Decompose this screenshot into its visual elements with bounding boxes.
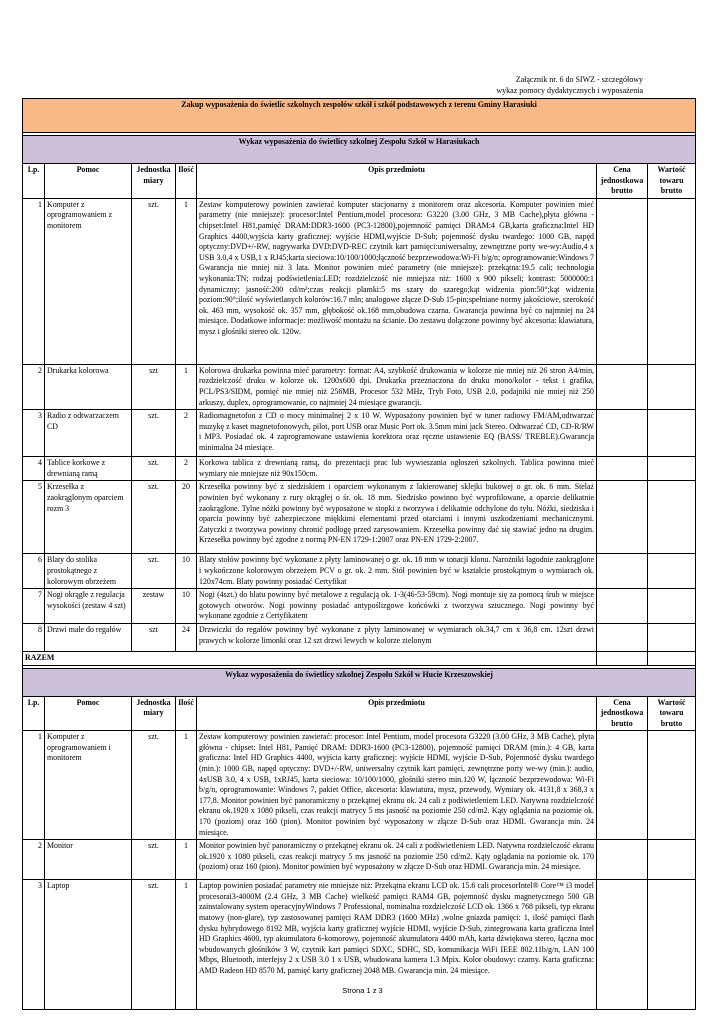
cell-value (648, 481, 696, 554)
total-value (648, 651, 696, 665)
cell-lp: 2 (23, 364, 45, 409)
cell-lp: 2 (23, 840, 45, 880)
cell-qty: 1 (176, 364, 197, 409)
cell-lp: 4 (23, 457, 45, 481)
header-qty: Ilość (176, 696, 197, 731)
equipment-table (22, 98, 696, 1010)
cell-lp: 7 (23, 589, 45, 624)
header-value: Wartość towaru brutto (648, 164, 696, 199)
header-item: Pomoc (45, 696, 132, 731)
cell-item: Radio z odtwarzaczem CD (45, 410, 132, 457)
table-row (23, 589, 696, 624)
cell-price (597, 589, 648, 624)
table-row (23, 623, 696, 651)
cell-qty: 1 (176, 731, 197, 840)
header-value: Wartość towaru brutto (648, 696, 696, 731)
cell-lp: 3 (23, 410, 45, 457)
annex-line-1: Załącznik nr. 6 do SIWZ - szczegółowy (515, 75, 643, 84)
header-unit: Jednostka miary (132, 696, 176, 731)
cell-value (648, 731, 696, 840)
cell-qty: 20 (176, 481, 197, 554)
cell-value (648, 589, 696, 624)
main-title-row (23, 99, 696, 133)
cell-qty: 2 (176, 410, 197, 457)
cell-qty: 10 (176, 589, 197, 624)
header-item: Pomoc (45, 164, 132, 199)
cell-item: Laptop (45, 880, 132, 1010)
cell-item: Krzesełka z zaokrąglonym oparciem rozm 3 (45, 481, 132, 554)
cell-qty: 10 (176, 554, 197, 589)
cell-value (648, 623, 696, 651)
cell-qty: 2 (176, 457, 197, 481)
total-price (597, 651, 648, 665)
cell-item: Blaty do stolika prostokątnego z kolorowym obrzeżem (45, 554, 132, 589)
table-row (23, 481, 696, 554)
page-footer: Strona 1 z 3 (342, 986, 383, 995)
cell-price (597, 731, 648, 840)
cell-desc: Drzwiczki do regałów powinny być wykonane z płyty laminowanej w wymiarach ok.34,7 cm x 36,8 cm. 12szt drzwi prawych w kolorze limonki oraz 12 szt drzwi lewych w kolorze zielonym (197, 623, 597, 651)
cell-price (597, 554, 648, 589)
cell-unit: zestaw (132, 589, 176, 624)
cell-desc: Krzesełka powinny być z siedziskiem i oparciem wykonanym z lakierowanej sklejki bukowej o gr. ok. 6 mm. Stelaż powinien być wykonany z rury okrągłej o śr. ok. 18 mm. Siedzisko powinno być wyprofilowane, a oparcie delikatnie zaokrąglone. Tylne nóżki powinny być wyposażone w stopki z tworzywa i delikatnie odchylone do tyłu. Nóżki, siedziska i oparcia powinny być zabezpieczone miękkimi elementami przed otarciami i innymi uszkodzeniami mechanicznymi. Zatyczki z tworzywa powinny chronić podłogę przed zarysowaniem. Krzesełka powinny dać się stawiać jedno na drugim. Krzesełka powinny być zgodne z normą PN-EN 1729-1:2007 oraz PN-EN 1729-2:2007. (197, 481, 597, 554)
cell-price (597, 623, 648, 651)
total-label: RAZEM (23, 651, 597, 665)
cell-price (597, 457, 648, 481)
cell-desc: Zestaw komputerowy powinien zawierać komputer stacjonarny z monitorem oraz akcesoria. Komputer powinien mieć parametry (nie mniejsze): procesor:Intel Pentium,model procesora: G3220 (3.00 GHz, 3 MB Cache),płyta główna - chipset:Intel H81,pamięć DRAM:DDR3-1600 (PC3-12800),pojemność pamięci DRAM:4 GB,karta graficzna:Intel HD Graphics 4400,wyjścia karty graficznej: wyjście HDMI,wyjście D-Sub; pojemność dysku twardego: 1000 GB, napęd optyczny:DVD+/-RW, nagrywarka DVD:DVD-REC czytnik kart pamięci:uniwersalny, zewnętrzne porty we-wy:Audio,4 x USB 3.0,4 x USB,1 x RJ45;karta sieciowa:10/100/1000;łączność bezprzewodowa:Wi-Fi b/g/n; oprogramowanie:Windows 7 Gwarancja nie mniej niż 3 lata. Monitor powinien mieć parametry (nie mniejsze): przekątna:19.5 cali; technologia wykonania:TN; rodzaj podświetlenia:LED; rozdzielczość nie mniejsza niż: 1600 x 900 pikseli; kontrast: 5000000:1 dynamiczny; jasność:200 cd/m²;czas reakcji plamki:5 ms szary do szarego;kąt widzenia pion:50°;kąt widzenia poziom:90°;ilość wyświetlanych kolorów:16.7 mln; analogowe złącze D-Sub 15-pin;spełniane normy jakościowe, szerokość ok. 463 mm, wysokość ok. 357 mm, głębokość ok.168 mm,obudowa czarna. Gwarancja powinna być co najmniej na 24 miesiące. Dodatkowe informacje: możliwość montażu na ścianie. Do zestawu dołączone powinny być akcesoria: klawiatura, mysz i głośniki stereo ok. 120w. (197, 198, 597, 364)
header-lp: Lp. (23, 164, 45, 199)
cell-unit: szt. (132, 880, 176, 1010)
table-row (23, 457, 696, 481)
cell-qty: 24 (176, 623, 197, 651)
cell-lp: 1 (23, 731, 45, 840)
cell-desc: Nogi (4szt.) do blatu powinny być metalowe z regulacją ok. 1-3(46-53-59cm). Nogi montuje się za pomocą śrub w miejsce gotowych otworów. Nogi powinny posiadać antypoślizgowe końcówki z tworzywa sztucznego. Nogi powinny być wykonane zgodnie z Certyfikatem (197, 589, 597, 624)
header-desc: Opis przedmiotu (197, 164, 597, 199)
section-1-header-row (23, 164, 696, 199)
cell-unit: szt. (132, 731, 176, 840)
cell-desc: Radiomagnetofon z CD o mocy minimalnej 2 x 10 W. Wyposażony powinien być w tuner radiowy FM/AM,odtwarzać muzykę z kaset magnetofonowych, pilot, port USB oraz Music Port ok. 3.5mm mini jack Stereo. Odtwarzać CD, CD-R/RW i MP3. Posiadać ok. 4 zaprogramowane ustawienia korektora oraz ręczne ustawienie EQ (BASS/ TREBLE).Gwarancja minimalna 24 miesiące. (197, 410, 597, 457)
cell-value (648, 457, 696, 481)
cell-desc: Laptop powinien posiadać parametry nie mniejsze niż: Przekątna ekranu LCD ok. 15.6 cali procesorIntel® Core™ i3 model procesorai3-4000M (2.4 GHz, 3 MB Cache) wielkość pamięci RAM4 GB, pojemność dysku magnetycznego 500 GB zainstalowany system operacyjnyWindows 7 Professional, nominalna rozdzielczość LCD ok. 1366 x 768 pikseli, typ ekranu matowy (non-glare), typ zastosowanej pamięci RAM DDR3 (1600 MHz) ,wolne gniazda pamięci: 1, ilość pamięci flash dysku hybrydowego 8192 MB, wyjścia karty graficznej wyjście HDMI, wyjście D-Sub, zintegrowana karta graficzna Intel HD Graphics 4600, typ akumulatora 6-komorowy, pojemność akumulatora 4400 mAh, karta dźwiękowa stereo, łączna moc wbudowanych głośników 3 W, czytnik kart pamięci SDXC, SDHC, SD, komunikacja WiFi IEEE 802.11b/g/n, LAN 100 Mbps, Bluetooth, interfejsy 2 x USB 3.0 1 x USB, wbudowana kamera 1.3 Mpix. Kolor obudowy: czarny. Karta graficzna: AMD Radeon HD 8570 M, pamięć karty graficznej 2048 MB. Gwarancja min. 24 miesiące. (197, 880, 597, 1010)
cell-price (597, 481, 648, 554)
cell-desc: Blaty stołów powinny być wykonane z płyty laminowanej o gr. ok. 18 mm w tonacji klonu. Narożniki łagodnie zaokrąglone i wykończone kolorowym obrzeżem PCV o gr. ok. 2 mm. Stół powinien być w kształcie prostokątnym o wymiarach ok. 120x74cm. Blaty powinny posiadać Certyfikat (197, 554, 597, 589)
cell-value (648, 198, 696, 364)
section-2-header-row (23, 696, 696, 731)
cell-desc: Zestaw komputerowy powinien zawierać: procesor: Intel Pentium, model procesora G3220 (3.00 GHz, 3 MB Cache), płyta główna - chipset: Intel H81, Pamięć DRAM: DDR3-1600 (PC3-12800), pojemność pamięci DRAM (min.): 4 GB, karta graficzna: Intel HD Graphics 4400, wyjścia karty graficznej: wyjście HDMI, wyjście D-Sub, Pojemność dysku twardego (min.): 1000 GB, napęd optyczny: DVD+/-RW, uniwersalny czytnik kart pamięci, zewnętrzne porty we-wy (min.): audio, 4xUSB 3.0, 4 x USB, 1xRJ45, karta sieciowa: 10/100/1000, głośniki stereo min.120 W, łączność bezprzewodowa: Wi-Fi b/g/n, oprogramowanie: Windows 7, pakiet Office, akcesoria: klawiatura, mysz, przewody, Wymiary ok. 4131,8 x 368,3 x 177,8. Monitor powinien być panoramiczny o przekątnej ekranu ok. 24 cali z podświetleniem LED. Natywna rozdzielczość ekranu ok.1920 x 1080 pikseli, czas reakcji matrycy 5 ms jasność na poziomie 250 cd/m2. Kąty oglądania na poziomie ok. 170 (poziom) oraz 160 (pion). Monitor powinien być wyposażony w złącze D-Sub oraz HDMI. Gwarancja min. 24 miesiące. (197, 731, 597, 840)
annex-note (403, 74, 643, 96)
main-title: Zakup wyposażenia do świetlic szkolnych zespołów szkół i szkół podstawowych z terenu Gminy Harasiuki (23, 99, 696, 133)
cell-lp: 6 (23, 554, 45, 589)
cell-value (648, 554, 696, 589)
cell-desc: Monitor powinien być panoramiczny o przekątnej ekranu ok. 24 cali z podświetleniem LED. Natywna rozdzielczość ekranu ok.1920 x 1080 pikseli, czas reakcji matrycy 5 ms jasność na poziomie 250 cd/m2. Kąty oglądania na poziomie ok. 170 (poziom) oraz 160 (pion). Monitor powinien być wyposażony w złącze D-Sub oraz HDMI. Gwarancja min. 24 miesiące. (197, 840, 597, 880)
cell-item: Komputer z oprogramowaniem i monitorem (45, 731, 132, 840)
cell-item: Drzwi małe do regałów (45, 623, 132, 651)
cell-qty: 1 (176, 198, 197, 364)
cell-unit: szt (132, 623, 176, 651)
section-1-title: Wykaz wyposażenia do świetlicy szkolnej Zespołu Szkół w Harasiukach (23, 136, 696, 164)
cell-value (648, 364, 696, 409)
table-row (23, 840, 696, 880)
cell-item: Tablice korkowe z drewnianą ramą (45, 457, 132, 481)
cell-unit: szt. (132, 554, 176, 589)
total-row (23, 651, 696, 665)
section-1-title-row (23, 136, 696, 164)
cell-desc: Kolorowa drukarka powinna mieć parametry: format: A4, szybkość drukowania w kolorze nie mniej niż 26 stron A4/min, rozdzielczość druku w kolorze ok. 1200x600 dpi. Drukarka przeznaczona do druku mono/kolor - tekst i grafika, PCL/PS3/SIDM, pomięć nie mniej niż 256MB, Procesor 532 MHz, Tryb Foto, USB 2.0, podajniki nie mniej niż 250 arkuszy, duplex, oprogramowanie, co najmniej 24 miesiące gwarancji. (197, 364, 597, 409)
table-row (23, 198, 696, 364)
cell-value (648, 840, 696, 880)
cell-unit: szt. (132, 198, 176, 364)
table-row (23, 410, 696, 457)
cell-item: Drukarka kolorowa (45, 364, 132, 409)
section-2-title: Wykaz wyposażenia do świetlicy szkolnej Zespołu Szkół w Hucie Krzeszowskiej (23, 668, 696, 696)
cell-value (648, 410, 696, 457)
cell-lp: 3 (23, 880, 45, 1010)
cell-price (597, 364, 648, 409)
section-2-title-row (23, 668, 696, 696)
cell-item: Nogi okrągłe z regulacja wysokości (zestaw 4 szt) (45, 589, 132, 624)
cell-unit: szt. (132, 481, 176, 554)
cell-unit: szt (132, 364, 176, 409)
cell-lp: 8 (23, 623, 45, 651)
header-desc: Opis przedmiotu (197, 696, 597, 731)
cell-unit: szt. (132, 457, 176, 481)
cell-price (597, 198, 648, 364)
table-row (23, 554, 696, 589)
cell-price (597, 410, 648, 457)
table-row (23, 731, 696, 840)
table-row (23, 364, 696, 409)
cell-unit: szt. (132, 410, 176, 457)
cell-lp: 1 (23, 198, 45, 364)
header-lp: Lp. (23, 696, 45, 731)
cell-item: Komputer z oprogramowaniem z monitorem (45, 198, 132, 364)
header-price: Cena jednostkowa brutto (597, 164, 648, 199)
cell-desc: Korkowa tablica z drewnianą ramą, do prezentacji prac lub wywieszania ogłoszeń szkolnych. Tablica powinna mieć wymiary nie mniejsze niż 90x150cm. (197, 457, 597, 481)
cell-item: Monitor (45, 840, 132, 880)
cell-qty: 1 (176, 840, 197, 880)
cell-price (597, 840, 648, 880)
header-unit: Jednostka miary (132, 164, 176, 199)
cell-lp: 5 (23, 481, 45, 554)
cell-unit: szt. (132, 840, 176, 880)
cell-qty: 1 (176, 880, 197, 1010)
header-price: Cena jednostkowa brutto (597, 696, 648, 731)
header-qty: Ilość (176, 164, 197, 199)
annex-line-2: wykaz pomocy dydaktycznych i wyposażenia (496, 86, 643, 95)
